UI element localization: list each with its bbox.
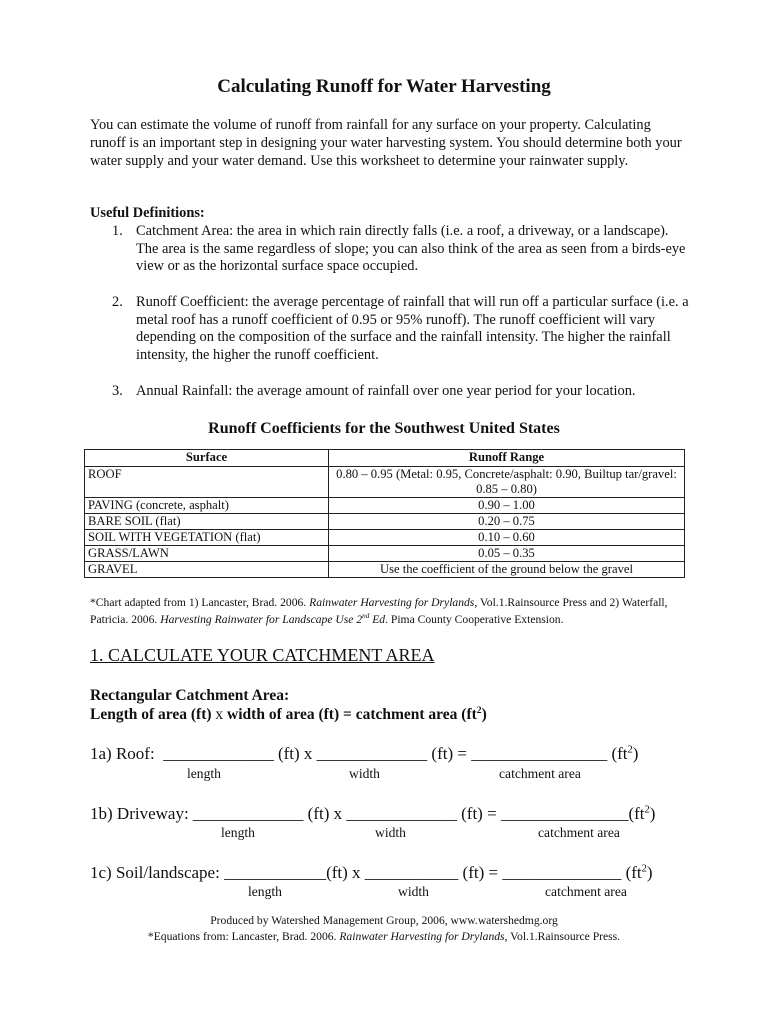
footer-text: , Vol.1.Rainsource Press. — [504, 930, 621, 943]
equation-soil-landscape — [90, 863, 653, 883]
equation-unit: (ft) x — [326, 863, 361, 882]
range-cell: 0.05 – 0.35 — [329, 546, 685, 562]
table-title: Runoff Coefficients for the Southwest United States — [208, 420, 560, 437]
range-cell: 0.20 – 0.75 — [329, 514, 685, 530]
table-row — [85, 514, 685, 530]
equation-unit: ) — [632, 744, 639, 763]
footnote-superscript: nd — [362, 611, 370, 620]
footnote-citation-title: Rainwater Harvesting for Drylands — [309, 596, 475, 609]
definition-text: Catchment Area: the area in which rain directly falls (i.e. a roof, a driveway, or a landscape). The area is the same regardless of slope; you can also think of the area as seen from a birds-eye view or as the horizontal surface space occupied. — [136, 223, 686, 275]
range-cell: Use the coefficient of the ground below the gravel — [329, 562, 685, 578]
unit-superscript: 2 — [644, 804, 650, 816]
unit-superscript: 2 — [627, 744, 633, 756]
footnote-citation-title — [160, 613, 385, 626]
catchment-area-blank[interactable]: _______________ — [500, 804, 629, 823]
footer-citation — [0, 929, 768, 945]
intro-paragraph: You can estimate the volume of runoff from rainfall for any surface on your property. Calculating runoff is an important step in designing your water harvesting system. You should determine both your water supply and your water demand. Use this worksheet to determine your rainwater supply. — [90, 117, 682, 169]
table-row — [85, 467, 685, 498]
definition-text: Runoff Coefficient: the average percentage of rainfall that will run off a particular surface (i.e. a metal roof has a runoff coefficient of 0.95 or 95% runoff). The runoff coefficient will vary depending on the composition of the surface and the rainfall intensity. The higher the rainfall intensity, the higher the runoff coefficient. — [136, 294, 689, 363]
catchment-area-label: catchment area — [538, 825, 620, 840]
length-blank[interactable]: _____________ — [163, 744, 274, 763]
area-formula — [90, 705, 487, 724]
surface-cell: GRAVEL — [85, 562, 329, 578]
formula-times: x — [215, 706, 224, 723]
equation-unit: (ft — [628, 804, 645, 823]
formula-text: Length of area (ft) — [90, 706, 216, 723]
range-cell: 0.10 – 0.60 — [329, 530, 685, 546]
equation-roof — [90, 744, 638, 764]
surface-cell: GRASS/LAWN — [85, 546, 329, 562]
column-header: Runoff Range — [329, 450, 685, 467]
width-label: width — [349, 766, 380, 781]
table-row — [85, 562, 685, 578]
catchment-area-label: catchment area — [499, 766, 581, 781]
equation-label: 1b) Driveway: — [90, 804, 189, 823]
catchment-area-label: catchment area — [545, 884, 627, 899]
surface-cell: PAVING (concrete, asphalt) — [85, 498, 329, 514]
surface-cell: SOIL WITH VEGETATION (flat) — [85, 530, 329, 546]
length-label: length — [248, 884, 282, 899]
equation-driveway — [90, 804, 655, 824]
equation-unit: (ft) x — [307, 804, 343, 823]
definition-item — [112, 383, 692, 401]
footer-credit: Produced by Watershed Management Group, 2006, www.watershedmg.org — [210, 914, 558, 927]
width-blank[interactable]: ___________ — [364, 863, 459, 882]
column-header: Surface — [85, 450, 329, 467]
range-cell: 0.90 – 1.00 — [329, 498, 685, 514]
definition-number: 1. — [112, 223, 123, 239]
length-blank[interactable]: ____________ — [224, 863, 327, 882]
footnote-text: *Chart adapted from 1) Lancaster, Brad. 2006. — [90, 596, 310, 609]
formula-text: width of area (ft) = catchment area (ft — [223, 706, 477, 723]
equation-unit: (ft — [611, 744, 628, 763]
table-row — [85, 530, 685, 546]
width-blank[interactable]: _____________ — [346, 804, 457, 823]
runoff-coefficients-table — [84, 449, 685, 578]
equation-unit: (ft) = — [431, 744, 467, 763]
section-heading: 1. CALCULATE YOUR CATCHMENT AREA — [90, 645, 435, 665]
surface-cell: BARE SOIL (flat) — [85, 514, 329, 530]
table-header-row — [85, 450, 685, 467]
equation-unit: ) — [646, 863, 653, 882]
footnote-title-text: Harvesting Rainwater for Landscape Use 2 — [160, 612, 363, 626]
catchment-area-blank[interactable]: ______________ — [502, 863, 622, 882]
footer-citation-title: Rainwater Harvesting for Drylands — [339, 930, 505, 943]
surface-cell: ROOF — [85, 467, 329, 498]
equation-unit: (ft) = — [461, 804, 497, 823]
page-footer — [0, 913, 768, 945]
length-label: length — [221, 825, 255, 840]
definition-item — [112, 294, 692, 364]
equation-unit: (ft — [625, 863, 642, 882]
length-label: length — [187, 766, 221, 781]
equation-label: 1a) Roof: — [90, 744, 155, 763]
footnote-text: , Vol.1.Rainsource Press and 2) Waterfall, Patricia. 2006. — [90, 596, 668, 626]
definition-text: Annual Rainfall: the average amount of rainfall over one year period for your location. — [136, 383, 636, 399]
definition-number: 2. — [112, 294, 123, 310]
page-title: Calculating Runoff for Water Harvesting — [217, 76, 551, 97]
catchment-area-blank[interactable]: ________________ — [471, 744, 608, 763]
equation-unit: (ft) = — [462, 863, 499, 882]
unit-superscript: 2 — [641, 863, 647, 875]
width-label: width — [398, 884, 429, 899]
equation-unit: (ft) x — [277, 744, 313, 763]
formula-superscript: 2 — [476, 704, 482, 716]
formula-text: ) — [481, 706, 487, 723]
definitions-heading: Useful Definitions: — [90, 205, 205, 221]
footnote-text: . Pima County Cooperative Extension. — [385, 612, 564, 626]
definition-item — [112, 223, 692, 276]
rectangular-area-title: Rectangular Catchment Area: — [90, 687, 290, 704]
rectangular-area-heading — [90, 686, 487, 724]
footer-text: *Equations from: Lancaster, Brad. 2006. — [147, 930, 340, 943]
definition-number: 3. — [112, 383, 123, 399]
width-blank[interactable]: _____________ — [316, 744, 428, 763]
range-cell: 0.80 – 0.95 (Metal: 0.95, Concrete/asphalt: 0.90, Builtup tar/gravel: 0.85 – 0.80) — [329, 467, 685, 498]
table-row — [85, 546, 685, 562]
chart-source-footnote — [90, 595, 690, 628]
equation-label: 1c) Soil/landscape: — [90, 863, 220, 882]
footnote-title-text: Ed — [369, 612, 386, 626]
length-blank[interactable]: _____________ — [192, 804, 304, 823]
equation-unit: ) — [649, 804, 656, 823]
table-row — [85, 498, 685, 514]
width-label: width — [375, 825, 406, 840]
